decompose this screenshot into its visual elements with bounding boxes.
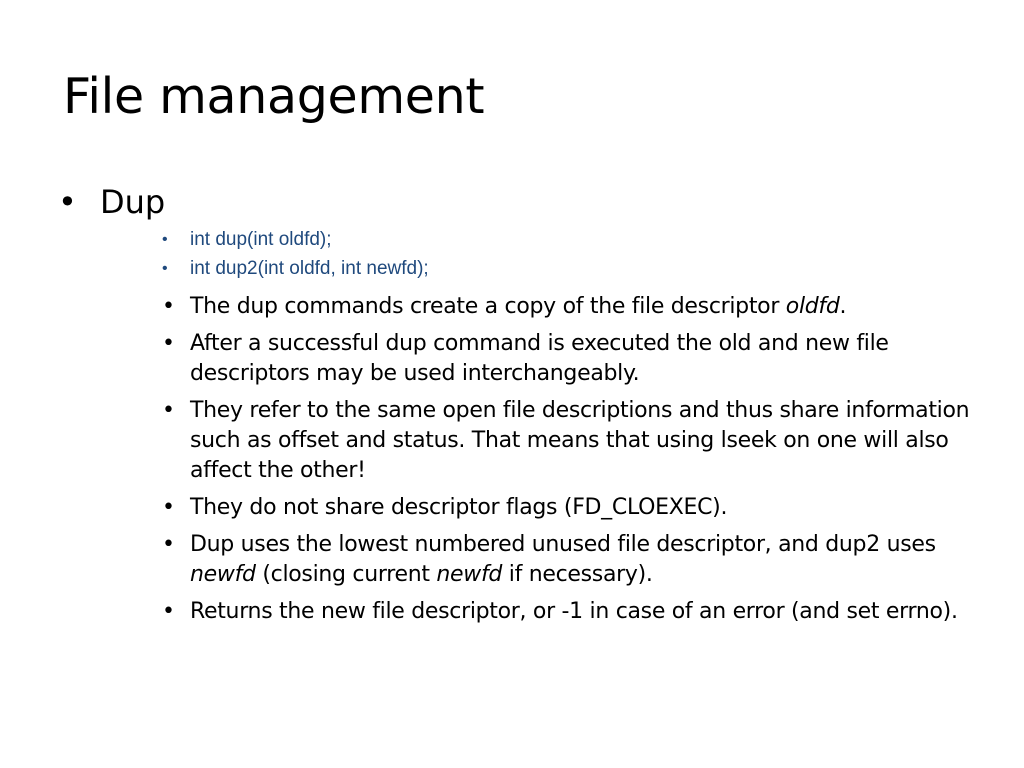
text-return-value: Returns the new file descriptor, or -1 in case of an error (and set errno). bbox=[190, 599, 958, 624]
text-closing-current: (closing current bbox=[255, 562, 437, 587]
sub-bullet-lowest-numbered bbox=[162, 530, 982, 590]
text-lowest-numbered: Dup uses the lowest numbered unused file descriptor, and dup2 uses bbox=[190, 532, 936, 557]
bullet-dot: • bbox=[162, 260, 168, 277]
bullet-dot: • bbox=[162, 532, 175, 557]
sub-bullet-dup2-signature bbox=[162, 257, 982, 281]
sub-bullet-return-value bbox=[162, 597, 982, 627]
sub-bullet-shared-descriptions bbox=[162, 396, 982, 486]
sub-bullet-list bbox=[162, 228, 982, 634]
italic-oldfd: oldfd bbox=[785, 294, 840, 319]
text-interchangeable: After a successful dup command is executed the old and new file descriptors may be used interchangeably. bbox=[190, 331, 889, 386]
text-period: . bbox=[839, 294, 847, 319]
bullet-dot: • bbox=[162, 495, 175, 520]
text-if-necessary: if necessary). bbox=[502, 562, 653, 587]
bullet-label-dup: Dup bbox=[100, 183, 166, 221]
bullet-dot: • bbox=[162, 398, 175, 423]
text-descriptor-flags: They do not share descriptor flags (FD_CLOEXEC). bbox=[190, 495, 728, 520]
bullet-item-dup bbox=[58, 180, 165, 224]
code-dup2-signature: int dup2(int oldfd, int newfd); bbox=[190, 258, 429, 279]
bullet-dot: • bbox=[58, 183, 77, 221]
bullet-dot: • bbox=[162, 294, 175, 319]
sub-bullet-interchangeable bbox=[162, 329, 982, 389]
bullet-dot: • bbox=[162, 331, 175, 356]
slide-title: File management bbox=[63, 68, 485, 125]
bullet-dot: • bbox=[162, 599, 175, 624]
sub-bullet-copy-descriptor bbox=[162, 292, 982, 322]
bullet-dot: • bbox=[162, 231, 168, 248]
sub-bullet-descriptor-flags bbox=[162, 493, 982, 523]
text-shared-descriptions: They refer to the same open file descriptions and thus share information such as offset and status. That means that using lseek on one will also affect the other! bbox=[190, 398, 970, 483]
code-dup-signature: int dup(int oldfd); bbox=[190, 229, 332, 250]
text-copy-descriptor: The dup commands create a copy of the file descriptor bbox=[190, 294, 786, 319]
italic-newfd-second: newfd bbox=[436, 562, 503, 587]
sub-bullet-dup-signature bbox=[162, 228, 982, 252]
italic-newfd: newfd bbox=[190, 562, 256, 587]
